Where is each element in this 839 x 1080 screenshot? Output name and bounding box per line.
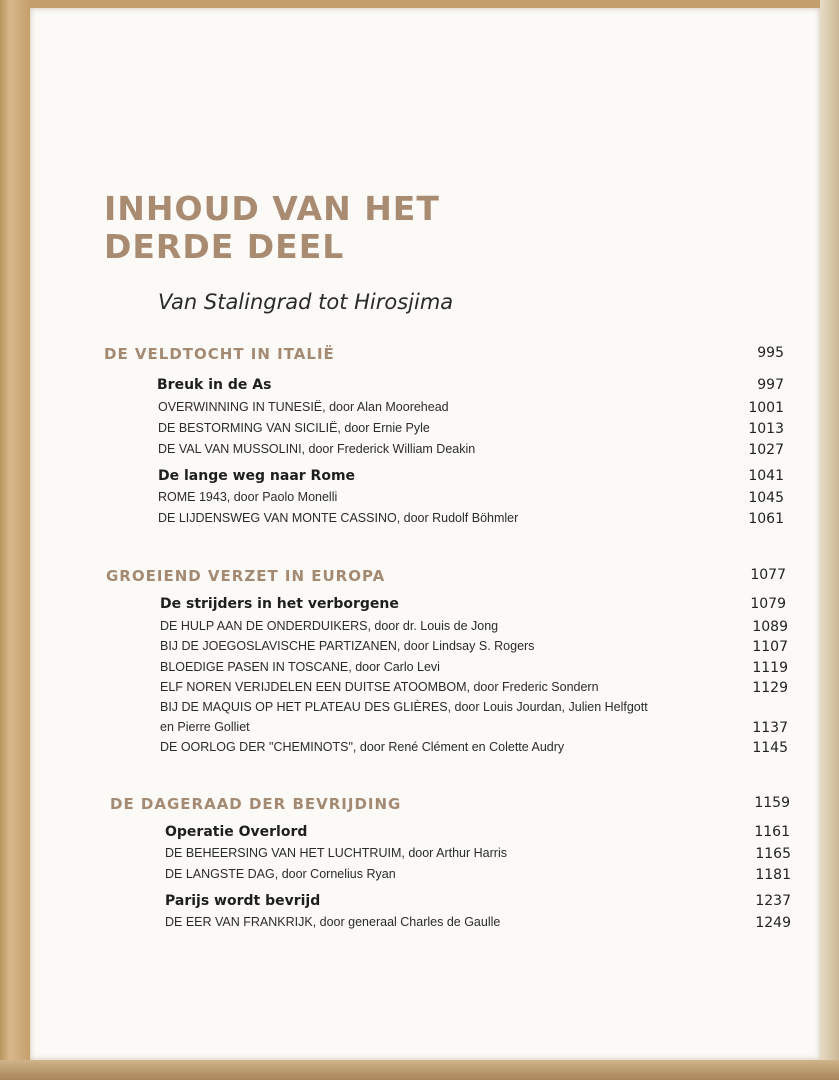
- toc-item: [0, 400, 839, 420]
- toc-item-continued: [0, 720, 839, 740]
- page-number: 1001: [748, 400, 784, 416]
- toc-section: [0, 567, 839, 587]
- toc-section: [0, 795, 839, 815]
- page-number: 1107: [752, 639, 788, 655]
- page-number: 1041: [748, 468, 784, 484]
- toc-item: [0, 700, 839, 720]
- toc-chapter: [0, 377, 839, 397]
- item-text: DE LIJDENSWEG VAN MONTE CASSINO, door Rudolf Böhmler: [158, 511, 519, 525]
- page-number: 1181: [755, 867, 791, 883]
- toc-item: [0, 639, 839, 659]
- page-number: 1137: [752, 720, 788, 736]
- toc-chapter: [0, 824, 839, 844]
- toc-item: [0, 846, 839, 866]
- item-text: BIJ DE MAQUIS OP HET PLATEAU DES GLIÈRES, door Louis Jourdan, Julien Helfgott: [160, 700, 648, 714]
- page-number: 1159: [754, 795, 790, 811]
- toc-item: [0, 867, 839, 887]
- page-number: 1119: [752, 660, 788, 676]
- item-text: DE VAL VAN MUSSOLINI, door Frederick William Deakin: [158, 442, 476, 456]
- item-text-continued: en Pierre Golliet: [160, 720, 250, 734]
- toc-item: [0, 421, 839, 441]
- page-number: 995: [757, 345, 784, 361]
- toc-item: [0, 680, 839, 700]
- page-number: 1045: [748, 490, 784, 506]
- page-number: 997: [757, 377, 784, 393]
- page-number: 1079: [750, 596, 786, 612]
- toc-item: [0, 511, 839, 531]
- page-number: 1061: [748, 511, 784, 527]
- chapter-title: Parijs wordt bevrijd: [165, 893, 321, 909]
- chapter-title: Operatie Overlord: [165, 824, 308, 840]
- item-text: OVERWINNING IN TUNESIË, door Alan Moorehead: [158, 400, 449, 414]
- toc-item: [0, 619, 839, 639]
- item-text: DE BESTORMING VAN SICILIË, door Ernie Pyle: [158, 421, 430, 435]
- section-title: DE DAGERAAD DER BEVRIJDING: [110, 795, 402, 813]
- section-title: GROEIEND VERZET IN EUROPA: [106, 567, 386, 585]
- section-title: DE VELDTOCHT IN ITALIË: [104, 345, 335, 363]
- chapter-title: Breuk in de As: [157, 377, 272, 393]
- page-number: 1077: [750, 567, 786, 583]
- item-text: DE LANGSTE DAG, door Cornelius Ryan: [165, 867, 396, 881]
- page-number: 1027: [748, 442, 784, 458]
- chapter-title: De strijders in het verborgene: [160, 596, 399, 612]
- toc-section: [0, 345, 839, 365]
- subtitle: Van Stalingrad tot Hirosjima: [158, 290, 454, 314]
- page-number: 1129: [752, 680, 788, 696]
- page-title: [104, 190, 440, 266]
- item-text: DE BEHEERSING VAN HET LUCHTRUIM, door Arthur Harris: [165, 846, 507, 860]
- item-text: ELF NOREN VERIJDELEN EEN DUITSE ATOOMBOM, door Frederic Sondern: [160, 680, 599, 694]
- item-text: DE OORLOG DER "CHEMINOTS", door René Clément en Colette Audry: [160, 740, 565, 754]
- toc-item: [0, 915, 839, 935]
- page-number: 1089: [752, 619, 788, 635]
- page-number: 1161: [754, 824, 790, 840]
- page-number: 1013: [748, 421, 784, 437]
- page-number: 1165: [755, 846, 791, 862]
- item-text: BLOEDIGE PASEN IN TOSCANE, door Carlo Levi: [160, 660, 440, 674]
- toc-item: [0, 740, 839, 760]
- item-text: BIJ DE JOEGOSLAVISCHE PARTIZANEN, door Lindsay S. Rogers: [160, 639, 535, 653]
- toc-item: [0, 490, 839, 510]
- item-text: ROME 1943, door Paolo Monelli: [158, 490, 338, 504]
- toc-chapter: [0, 468, 839, 488]
- page-edge-bottom: [0, 1060, 839, 1080]
- toc-chapter: [0, 596, 839, 616]
- toc-chapter: [0, 893, 839, 913]
- title-line-2: DERDE DEEL: [104, 227, 345, 266]
- title-line-1: INHOUD VAN HET: [104, 189, 440, 228]
- item-text: DE EER VAN FRANKRIJK, door generaal Charles de Gaulle: [165, 915, 501, 929]
- page-number: 1249: [755, 915, 791, 931]
- page-number: 1145: [752, 740, 788, 756]
- item-text: DE HULP AAN DE ONDERDUIKERS, door dr. Louis de Jong: [160, 619, 499, 633]
- chapter-title: De lange weg naar Rome: [158, 468, 356, 484]
- toc-item: [0, 442, 839, 462]
- page-number: 1237: [755, 893, 791, 909]
- toc-item: [0, 660, 839, 680]
